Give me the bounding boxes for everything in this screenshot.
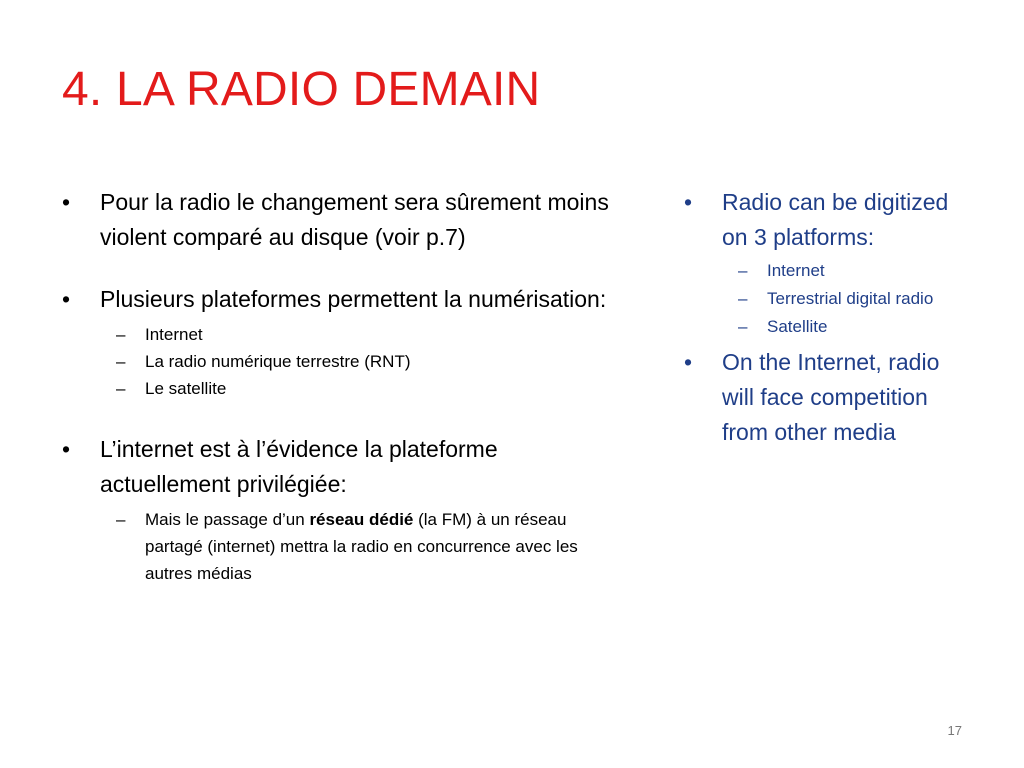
left-bullet-2-text: Plusieurs plateformes permettent la numérisation:	[100, 286, 607, 312]
network-text-before: Mais le passage d’un	[145, 510, 310, 529]
slide-title: 4. LA RADIO DEMAIN	[62, 63, 541, 116]
left-column	[62, 185, 622, 587]
left-sub-item-rnt: – La radio numérique terrestre (RNT)	[100, 348, 622, 375]
left-sub-item-internet: – Internet	[100, 321, 622, 348]
right-column	[684, 185, 954, 450]
left-sub-item-satellite: – Le satellite	[100, 375, 622, 402]
left-bullet-2-sublist	[62, 321, 622, 402]
network-text-bold: réseau dédié	[309, 510, 414, 529]
left-sub-item-network	[100, 506, 622, 587]
left-bullet-2	[62, 282, 622, 317]
right-bullet-1-sublist	[684, 257, 954, 341]
right-sub-item-internet: – Internet	[722, 257, 954, 285]
left-bullet-3-sublist	[62, 506, 622, 587]
right-sub-item-terrestrial: – Terrestrial digital radio	[722, 285, 954, 313]
right-bullet-1: • Radio can be digitized on 3 platforms:	[684, 185, 954, 255]
left-bullet-list	[62, 185, 622, 587]
page-number: 17	[947, 723, 962, 738]
right-bullet-2: • On the Internet, radio will face competition from other media	[684, 345, 954, 450]
right-sub-item-satellite: – Satellite	[722, 313, 954, 341]
left-bullet-1: • Pour la radio le changement sera sûrement moins violent comparé au disque (voir p.7)	[62, 185, 622, 255]
left-bullet-3: • L’internet est à l’évidence la plateforme actuellement privilégiée:	[62, 432, 622, 502]
right-bullet-list	[684, 185, 954, 450]
network-text-after: (la FM) à un réseau partagé (internet) mettra la radio en concurrence avec les autres médias	[145, 510, 578, 583]
